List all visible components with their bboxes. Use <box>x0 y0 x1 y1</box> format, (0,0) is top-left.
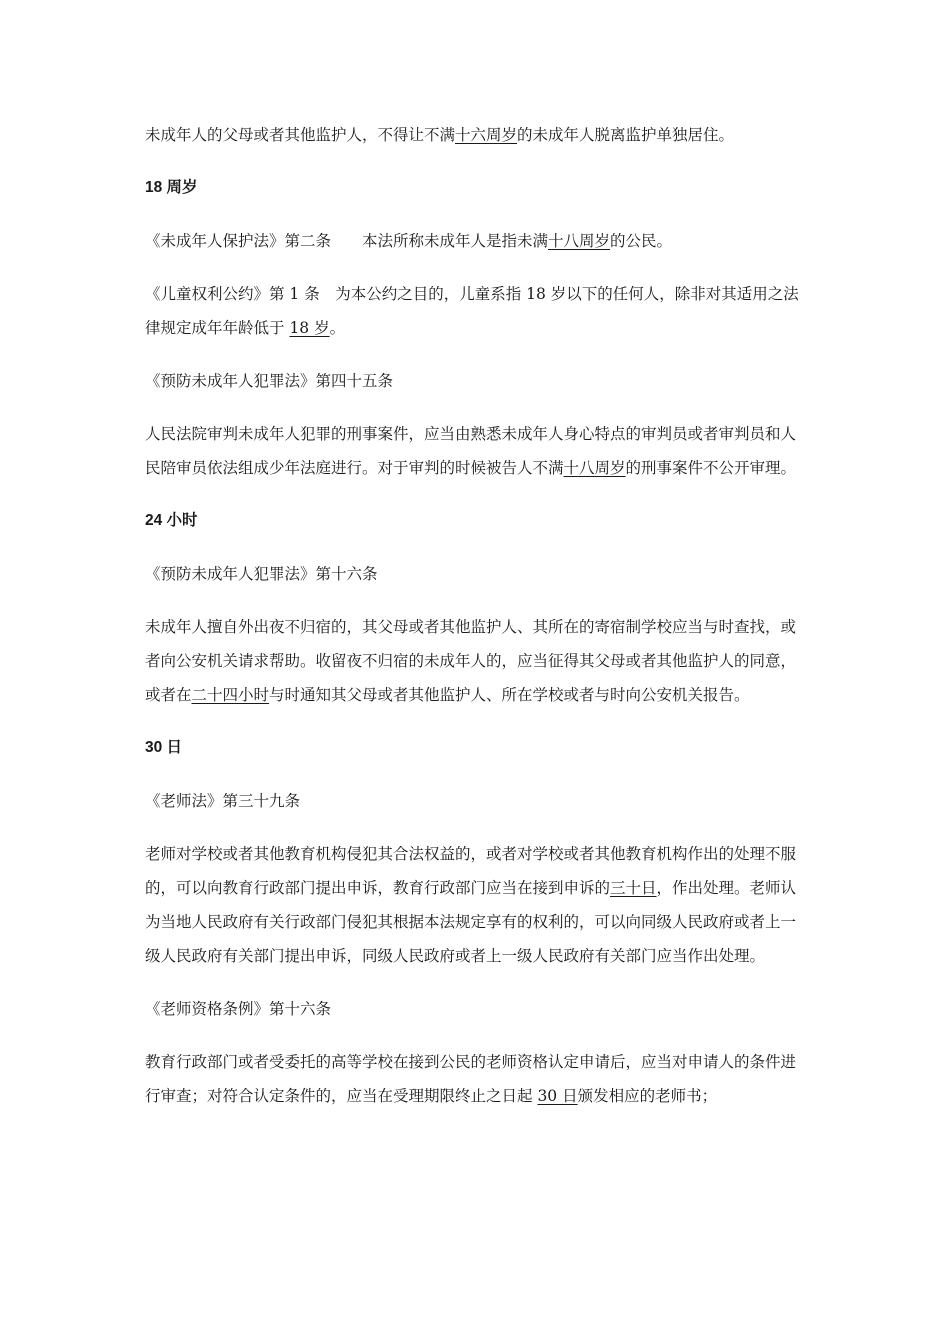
paragraph-gap <box>145 712 810 731</box>
text-run: 24 小时 <box>145 512 198 529</box>
paragraph-gap <box>145 345 810 364</box>
document-page <box>145 118 810 1113</box>
text-run: 教育行政部门或者受委托的高等学校在接到公民的老师资格认定申请后，应当对申请人的条件进行审查；对符合认定条件的，应当在受理期限终止之日起 <box>145 1053 797 1105</box>
paragraph <box>145 417 810 485</box>
text-run: 《预防未成年人犯罪法》第四十五条 <box>145 372 394 390</box>
underlined-term: 十六周岁 <box>455 126 518 144</box>
paragraph-gap <box>145 765 810 784</box>
underlined-term: 18 岁 <box>289 319 330 337</box>
text-run: 颁发相应的老师书； <box>577 1087 718 1105</box>
text-run: 《老师资格条例》第十六条 <box>145 1000 332 1018</box>
text-run: 的未成年人脱离监护单独居住。 <box>517 126 735 144</box>
text-run: 的刑事案件不公开审理。 <box>625 459 797 477</box>
text-run: 老师对学校或者其他教育机构侵犯其合法权益的，或者对学校或者其他教育机构作出的处理不服的，可以向教育行政部门提出申诉，教育行政部门应当在接到申诉的 <box>145 845 797 897</box>
paragraph <box>145 364 810 398</box>
section-heading <box>145 504 810 538</box>
underlined-term: 三十日 <box>610 879 657 897</box>
text-run: 《儿童权利公约》第 1 条 为本公约之目的，儿童系指 18 岁以下的任何人，除非对其适用之法律规定成年年龄低于 <box>145 285 799 337</box>
paragraph-gap <box>145 258 810 277</box>
paragraph-gap <box>145 205 810 224</box>
paragraph-gap <box>145 398 810 417</box>
section-heading <box>145 171 810 205</box>
text-run: 18 周岁 <box>145 179 198 196</box>
paragraph-gap <box>145 152 810 171</box>
text-run: 未成年人的父母或者其他监护人，不得让不满 <box>145 126 456 144</box>
paragraph-gap <box>145 973 810 992</box>
paragraph <box>145 837 810 973</box>
text-run: 。 <box>329 319 346 337</box>
section-heading <box>145 731 810 765</box>
paragraph <box>145 784 810 818</box>
underlined-term: 十八周岁 <box>563 459 626 477</box>
underlined-term: 二十四小时 <box>191 686 270 704</box>
paragraph-gap <box>145 485 810 504</box>
text-run: 《老师法》第三十九条 <box>145 792 301 810</box>
text-run: 《未成年人保护法》第二条 本法所称未成年人是指未满 <box>145 232 549 250</box>
paragraph <box>145 118 810 152</box>
paragraph-gap <box>145 1026 810 1045</box>
paragraph <box>145 277 810 345</box>
paragraph-gap <box>145 591 810 610</box>
text-run: 人民法院审判未成年人犯罪的刑事案件，应当由熟悉未成年人身心特点的审判员或者审判员和人民陪审员依法组成少年法庭进行。对于审判的时候被告人不满 <box>145 425 797 477</box>
text-run: 与时通知其父母或者其他监护人、所在学校或者与时向公安机关报告。 <box>269 686 750 704</box>
paragraph-gap <box>145 538 810 557</box>
text-run: 的公民。 <box>610 232 673 250</box>
underlined-term: 十八周岁 <box>548 232 611 250</box>
text-run: 30 日 <box>145 739 183 756</box>
paragraph <box>145 557 810 591</box>
paragraph <box>145 992 810 1026</box>
text-run: ，作出处理。老师认为当地人民政府有关行政部门侵犯其根据本法规定享有的权利的，可以向同级人民政府或者上一级人民政府有关部门提出申诉，同级人民政府或者上一级人民政府有关部门应当作出处理。 <box>145 879 797 965</box>
paragraph-gap <box>145 818 810 837</box>
underlined-term: 30 日 <box>537 1087 578 1105</box>
paragraph <box>145 1045 810 1113</box>
text-run: 未成年人擅自外出夜不归宿的，其父母或者其他监护人、其所在的寄宿制学校应当与时查找，或者向公安机关请求帮助。收留夜不归宿的未成年人的，应当征得其父母或者其他监护人的同意，或者在 <box>145 618 797 704</box>
text-run: 《预防未成年人犯罪法》第十六条 <box>145 565 378 583</box>
paragraph <box>145 610 810 712</box>
document-body <box>145 118 810 1113</box>
paragraph <box>145 224 810 258</box>
